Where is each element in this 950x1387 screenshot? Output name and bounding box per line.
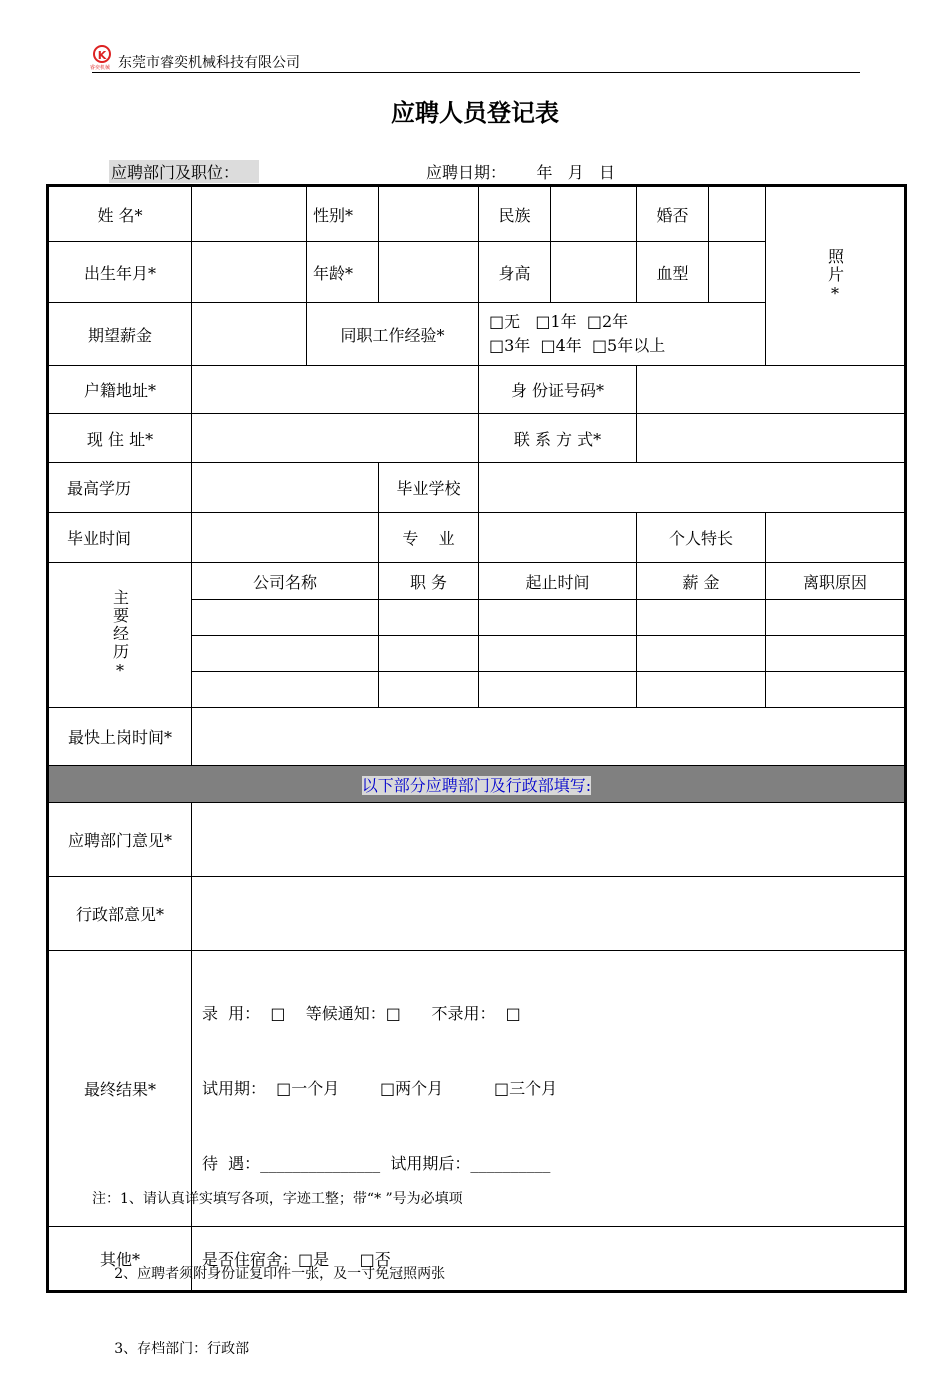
history-cell[interactable] <box>479 636 637 672</box>
marital-field[interactable] <box>709 186 766 242</box>
history-cell[interactable] <box>379 636 479 672</box>
note-line-3: 3、存档部门：行政部 <box>92 1341 250 1357</box>
result-hire-options[interactable]: 录 用： □ 等候通知：□ 不录用： □ <box>202 1004 521 1023</box>
grad-time-field[interactable] <box>192 513 379 563</box>
note-line-2: 2、应聘者须附身份证复印件一张，及一寸免冠照两张 <box>92 1266 446 1282</box>
admin-opinion-label: 行政部意见* <box>48 877 192 951</box>
col-period: 起止时间 <box>479 563 637 600</box>
age-label: 年龄* <box>307 242 379 303</box>
education-label: 最高学历 <box>48 463 192 513</box>
history-cell[interactable] <box>766 600 906 636</box>
header-rule <box>92 72 860 73</box>
history-label: 主要经历* <box>110 588 130 682</box>
col-leave-reason: 离职原因 <box>766 563 906 600</box>
history-cell[interactable] <box>192 672 379 708</box>
blood-label: 血型 <box>637 242 709 303</box>
salary-field[interactable] <box>192 303 307 366</box>
hukou-field[interactable] <box>192 366 479 414</box>
admin-opinion-field[interactable] <box>192 877 906 951</box>
school-label: 毕业学校 <box>379 463 479 513</box>
contact-label: 联 系 方 式* <box>479 414 637 463</box>
hukou-label: 户籍地址* <box>48 366 192 414</box>
birth-label: 出生年月* <box>48 242 192 303</box>
history-cell[interactable] <box>192 636 379 672</box>
photo-box[interactable] <box>766 186 906 366</box>
dorm-options[interactable]: 是否住宿舍：□是 □否 <box>192 1227 906 1292</box>
start-time-label: 最快上岗时间* <box>48 708 192 766</box>
history-cell[interactable] <box>479 672 637 708</box>
experience-options-row1[interactable]: □无 □1年 □2年 <box>489 312 629 331</box>
probation-options[interactable]: 试用期： □一个月 □两个月 □三个月 <box>202 1079 558 1098</box>
experience-options[interactable] <box>479 303 766 366</box>
history-cell[interactable] <box>192 600 379 636</box>
height-field[interactable] <box>551 242 637 303</box>
experience-label: 同职工作经验* <box>307 303 479 366</box>
birth-field[interactable] <box>192 242 307 303</box>
note-line-1: 注：1、请认真详实填写各项，字迹工整；带“* ”号为必填项 <box>92 1191 463 1207</box>
history-cell[interactable] <box>766 672 906 708</box>
ethnicity-field[interactable] <box>551 186 637 242</box>
specialty-label: 个人特长 <box>637 513 766 563</box>
major-field[interactable] <box>479 513 637 563</box>
major-label: 专 业 <box>379 513 479 563</box>
start-time-field[interactable] <box>192 708 906 766</box>
col-position: 职 务 <box>379 563 479 600</box>
gender-label: 性别* <box>307 186 379 242</box>
blood-field[interactable] <box>709 242 766 303</box>
other-label: 其他* <box>48 1227 192 1292</box>
history-cell[interactable] <box>637 672 766 708</box>
specialty-field[interactable] <box>766 513 906 563</box>
marital-label: 婚否 <box>637 186 709 242</box>
height-label: 身高 <box>479 242 551 303</box>
id-number-field[interactable] <box>637 366 906 414</box>
school-field[interactable] <box>479 463 906 513</box>
final-result-label: 最终结果* <box>48 951 192 1227</box>
contact-field[interactable] <box>637 414 906 463</box>
history-cell[interactable] <box>766 636 906 672</box>
application-date-label: 应聘日期： 年 月 日 <box>426 163 616 182</box>
application-form-table <box>46 184 907 1293</box>
history-cell[interactable] <box>379 600 479 636</box>
age-field[interactable] <box>379 242 479 303</box>
experience-options-row2[interactable]: □3年 □4年 □5年以上 <box>489 336 666 355</box>
id-number-label: 身 份证号码* <box>479 366 637 414</box>
admin-section-text: 以下部分应聘部门及行政部填写: <box>361 775 592 795</box>
photo-label: 照片* <box>825 247 845 305</box>
history-cell[interactable] <box>637 600 766 636</box>
dept-opinion-label: 应聘部门意见* <box>48 803 192 877</box>
name-label: 姓 名* <box>48 186 192 242</box>
gender-field[interactable] <box>379 186 479 242</box>
admin-section-band <box>48 766 906 803</box>
name-field[interactable] <box>192 186 307 242</box>
grad-time-label: 毕业时间 <box>48 513 192 563</box>
logo-text: 睿奕机械 <box>90 65 111 71</box>
dept-opinion-field[interactable] <box>192 803 906 877</box>
company-name: 东莞市睿奕机械科技有限公司 <box>118 55 300 71</box>
notes <box>92 1137 463 1387</box>
form-title: 应聘人员登记表 <box>391 99 559 127</box>
treatment-line[interactable]: 待 遇：_______________ 试用期后：__________ <box>202 1154 551 1173</box>
history-cell[interactable] <box>637 636 766 672</box>
col-pay: 薪 金 <box>637 563 766 600</box>
history-cell[interactable] <box>479 600 637 636</box>
company-logo: K <box>93 45 111 63</box>
education-field[interactable] <box>192 463 379 513</box>
ethnicity-label: 民族 <box>479 186 551 242</box>
department-position-label: 应聘部门及职位： <box>109 160 259 183</box>
salary-label: 期望薪金 <box>48 303 192 366</box>
history-cell[interactable] <box>379 672 479 708</box>
col-company-name: 公司名称 <box>192 563 379 600</box>
address-field[interactable] <box>192 414 479 463</box>
address-label: 现 住 址* <box>48 414 192 463</box>
history-label-cell <box>48 563 192 708</box>
